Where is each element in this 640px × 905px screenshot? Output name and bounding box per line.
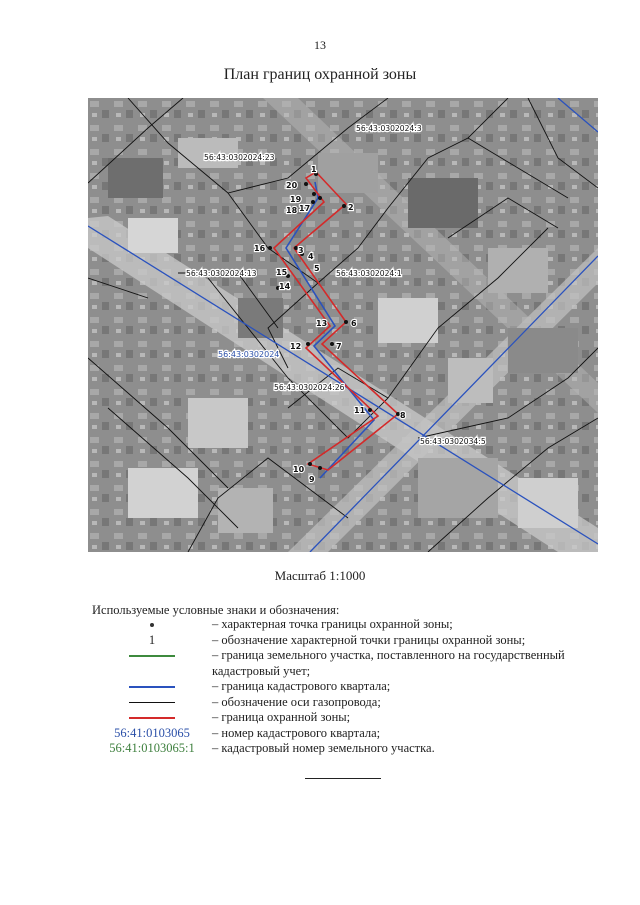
legend-symbol-quarter-number: 56:41:0103065 [114,725,190,740]
point-label-1: 1 [311,165,317,174]
legend-text: – обозначение характерной точки границы охранной зоны; [212,632,526,647]
point-label-13: 13 [316,319,328,328]
point-marker-icon [150,623,154,627]
legend-text: – кадастровый номер земельного участка. [212,741,435,755]
legend-item-blue-line [92,679,602,695]
legend-text: – обозначение оси газопровода; [212,694,381,709]
legend-text: – граница земельного участка, поставленного на государственный кадастровый учет; [212,648,565,678]
legend-item-green-text [92,741,602,757]
point-label-12: 12 [290,342,302,351]
point-label-10: 10 [293,465,305,474]
legend [92,617,602,757]
point-label-20: 20 [286,181,298,190]
point-label-4: 4 [308,252,314,261]
legend-symbol-plot-number: 56:41:0103065:1 [109,741,195,755]
cadastral-label-23: 56:43:0302024:23 [204,153,275,162]
legend-item-dot [92,617,602,633]
legend-heading: Используемые условные знаки и обозначения: [92,603,340,617]
legend-text: – граница охранной зоны; [212,710,351,724]
point-label-18: 18 [286,206,298,215]
point-label-6: 6 [351,319,357,328]
black-line-icon [129,702,175,703]
cadastral-label-3: 56:43:0302024:3 [356,124,422,133]
point-label-7: 7 [336,342,342,351]
legend-item-blue-text [92,726,602,742]
legend-text: – граница кадастрового квартала; [212,679,391,693]
cadastral-label-26: 56:43:0302024:26 [274,383,345,392]
point-label-9: 9 [309,475,315,484]
map-view[interactable] [88,98,598,552]
cadastral-quarter-label: 56:43:0302024 [218,350,280,359]
legend-text: – характерная точка границы охранной зоны; [212,617,453,631]
page-number: 13 [314,38,326,52]
map-scale: Масштаб 1:1000 [274,568,366,583]
point-label-3: 3 [298,246,304,255]
legend-text: – номер кадастрового квартала; [212,725,381,740]
point-label-8: 8 [400,411,406,420]
point-label-17: 17 [299,204,311,213]
page-title: План границ охранной зоны [223,66,417,83]
legend-item-black-line [92,695,602,711]
legend-item-red-line [92,710,602,726]
end-divider [305,778,381,779]
cadastral-label-1: 56:43:0302024:1 [336,269,402,278]
legend-symbol-number: 1 [148,632,156,647]
cadastral-label-13: 56:43:0302024:13 [186,269,257,278]
green-line-icon [129,655,175,657]
point-label-15: 15 [276,268,288,277]
blue-line-icon [129,686,175,688]
red-line-icon [129,717,175,719]
point-label-14: 14 [279,282,291,291]
legend-item-number [92,633,602,649]
cadastral-label-5: 56:43:0302034:5 [420,437,486,446]
legend-item-green-line [92,648,602,679]
point-label-16: 16 [254,244,266,253]
point-label-5: 5 [314,264,320,273]
point-label-11: 11 [354,406,366,415]
point-label-19: 19 [290,195,302,204]
point-label-2: 2 [348,203,354,212]
map-svg [88,98,598,552]
